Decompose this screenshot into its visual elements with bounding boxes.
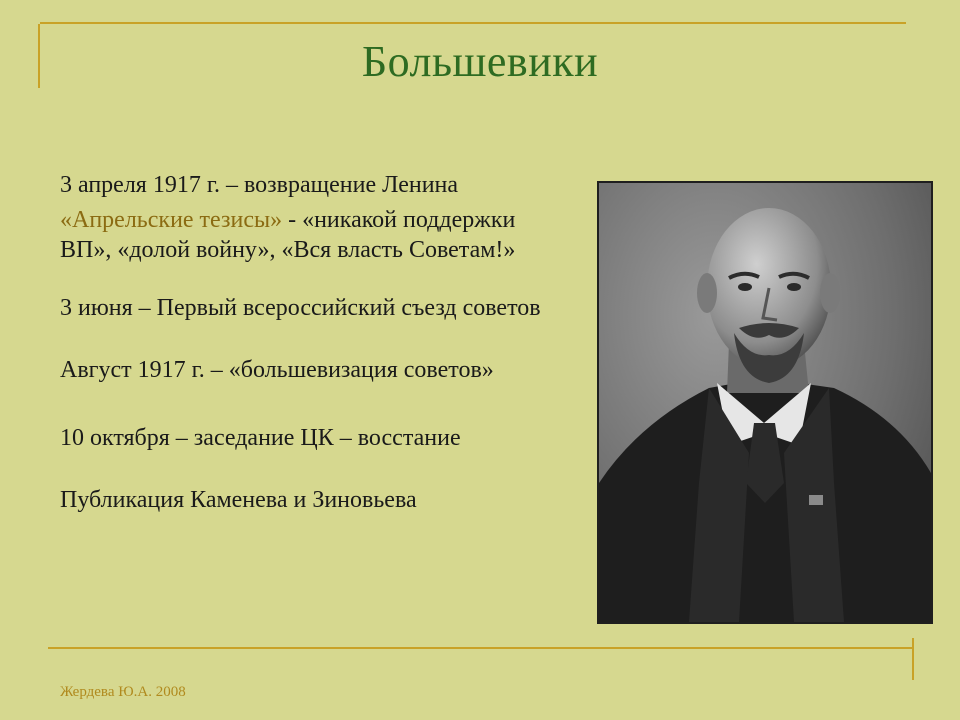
list-item xyxy=(60,205,560,265)
list-item: 3 апреля 1917 г. – возвращение Ленина xyxy=(60,172,459,198)
decorative-right-line xyxy=(912,638,914,680)
footer-author: Жердева Ю.А. 2008 xyxy=(60,684,186,700)
list-item: 10 октября – заседание ЦК – восстание xyxy=(60,425,461,451)
portrait-illustration xyxy=(599,183,931,622)
slide-body xyxy=(60,170,560,515)
list-item: Публикация Каменева и Зиновьева xyxy=(60,487,417,513)
decorative-top-line xyxy=(40,22,906,24)
slide-title: Большевики xyxy=(361,37,599,86)
list-item: 3 июня – Первый всероссийский съезд советов xyxy=(60,295,541,321)
portrait-photo xyxy=(597,181,933,624)
list-item: Август 1917 г. – «большевизация советов» xyxy=(60,357,494,383)
list-item-text: - «никакой поддержки ВП», «долой войну», «Вся власть Советам!» xyxy=(60,207,516,263)
highlight-text: «Апрельские тезисы» xyxy=(60,207,283,233)
decorative-bottom-line xyxy=(48,647,914,649)
